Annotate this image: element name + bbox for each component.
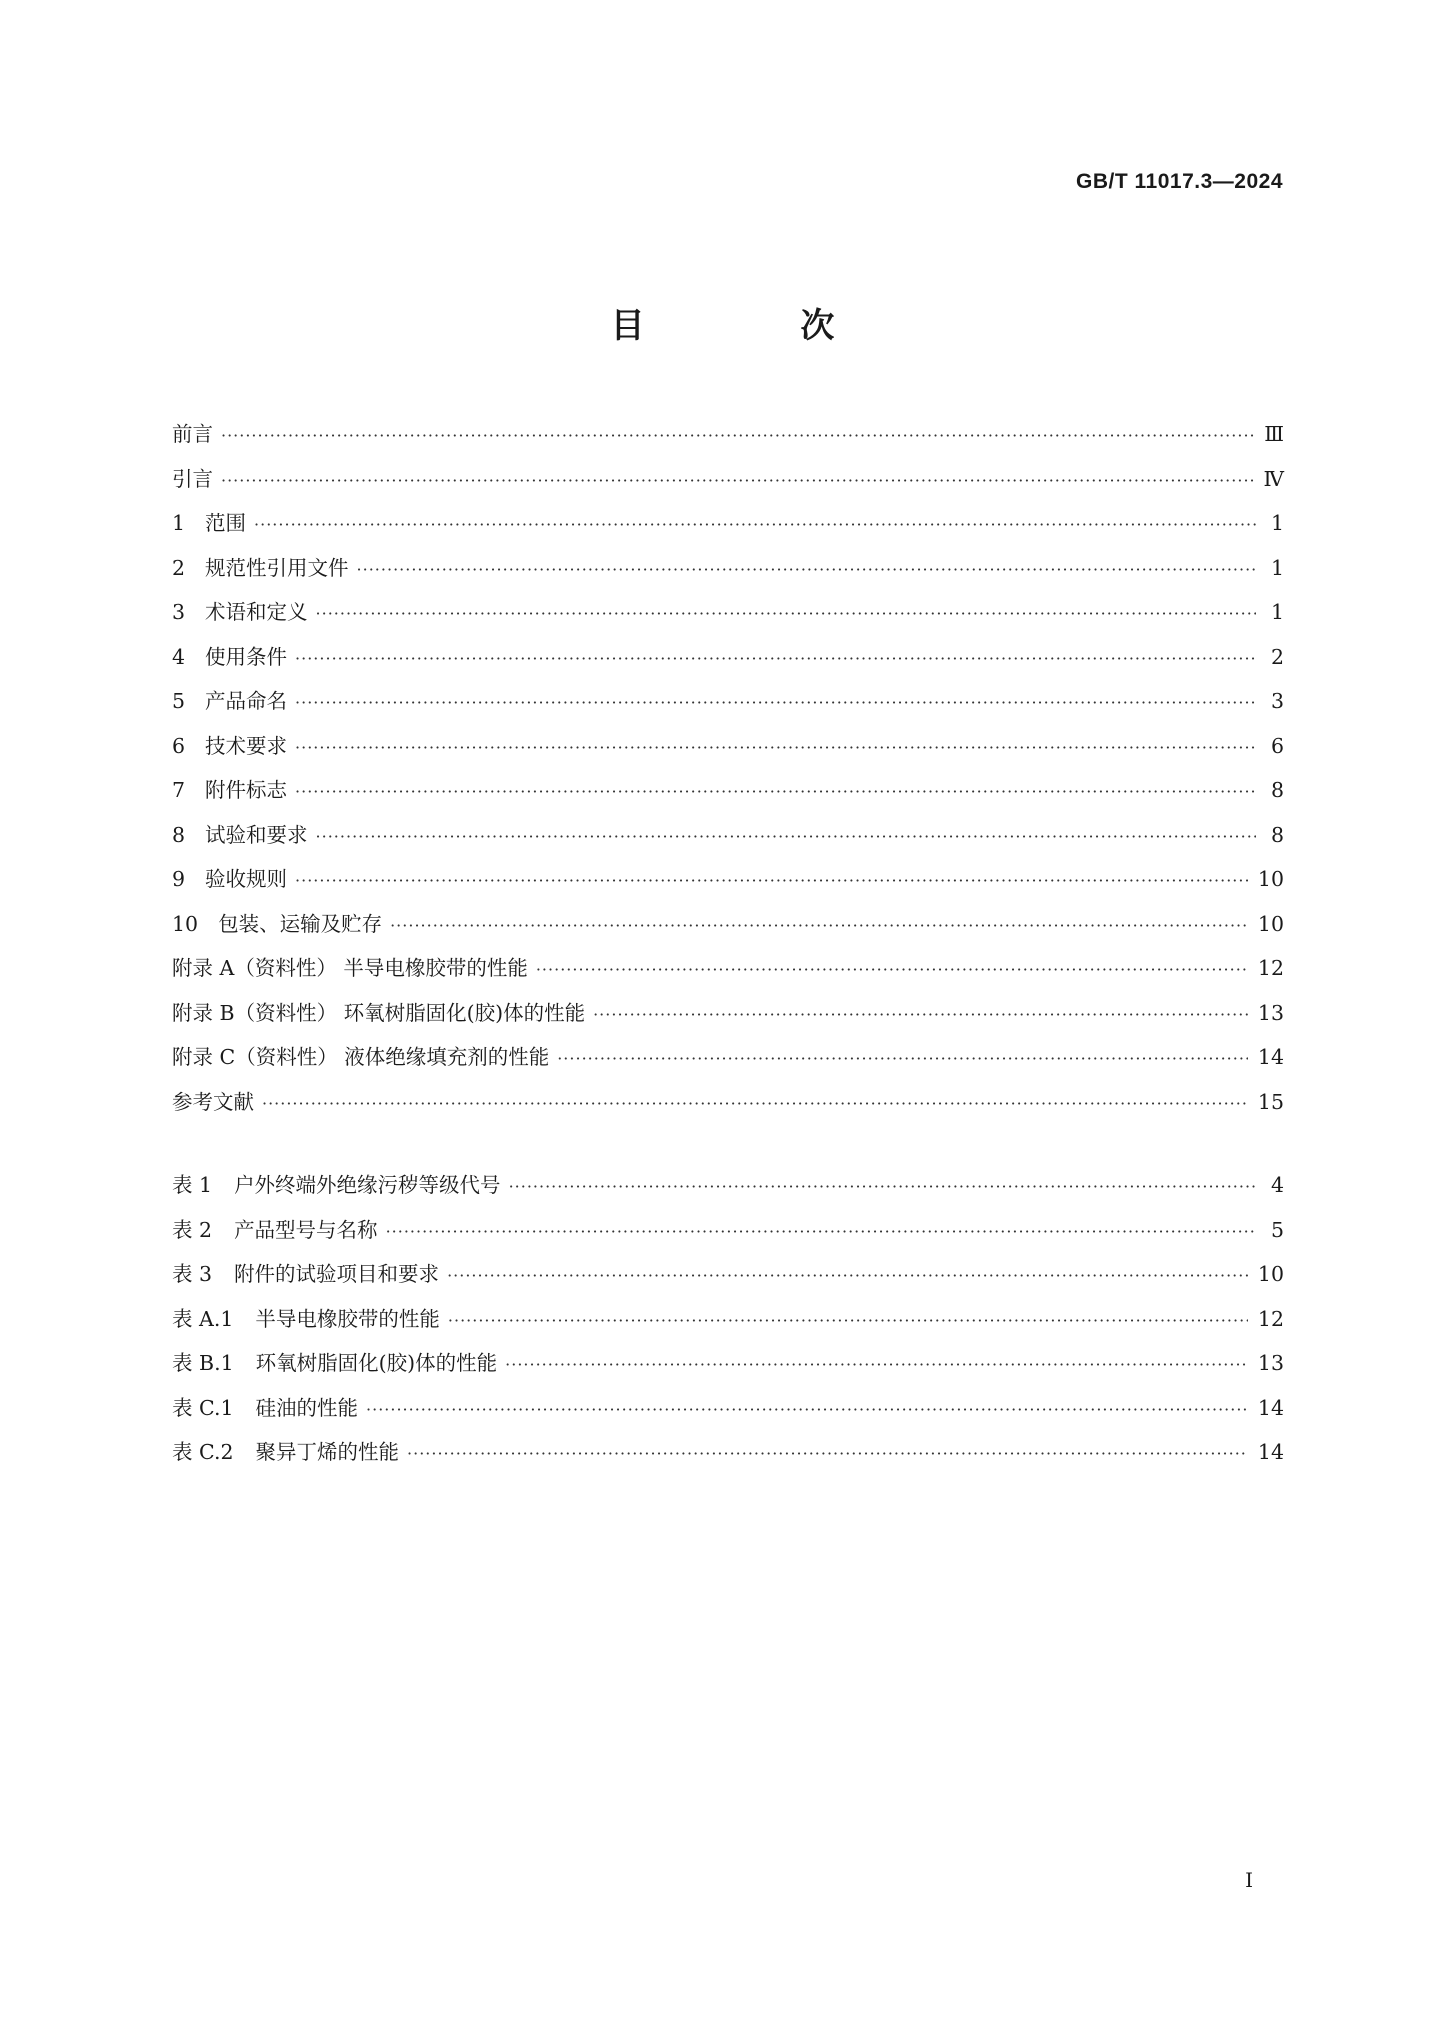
- dot-leader: [447, 1254, 1248, 1299]
- dot-leader: [357, 548, 1256, 593]
- toc-entry-number: 3: [172, 600, 186, 624]
- dot-leader: [386, 1210, 1256, 1255]
- page-number: I: [1245, 1868, 1253, 1892]
- toc-section-list: [172, 412, 1284, 1124]
- toc-entry-page: 13: [1257, 1351, 1284, 1375]
- toc-entry-label: [172, 1208, 378, 1253]
- toc-row[interactable]: [172, 590, 1284, 635]
- dot-leader: [295, 681, 1256, 726]
- toc-entry-page: Ⅳ: [1263, 466, 1284, 491]
- toc-entry-text: 产品型号与名称: [234, 1217, 378, 1242]
- toc-row[interactable]: [172, 412, 1284, 457]
- toc-entry-page: 10: [1257, 867, 1284, 891]
- toc-entry-label: [172, 813, 308, 858]
- toc-row[interactable]: [172, 724, 1284, 769]
- toc-table-row[interactable]: [172, 1163, 1284, 1208]
- dot-leader: [221, 459, 1254, 504]
- toc-row[interactable]: [172, 457, 1284, 502]
- toc-entry-number: 表 A.1: [172, 1306, 234, 1331]
- toc-entry-label: [172, 1341, 497, 1386]
- toc-entry-text: 前言: [172, 422, 213, 446]
- toc-row[interactable]: [172, 501, 1284, 546]
- toc-entry-page: 10: [1257, 911, 1284, 936]
- dot-leader: [593, 993, 1248, 1038]
- toc-table-list: [172, 1163, 1284, 1475]
- toc-entry-label: [172, 457, 213, 502]
- toc-entry-label: [172, 946, 528, 991]
- toc-table-row[interactable]: [172, 1252, 1284, 1297]
- toc-table-row[interactable]: [172, 1386, 1284, 1431]
- toc-entry-label: [172, 412, 213, 457]
- toc-entry-label: [172, 679, 287, 724]
- dot-leader: [295, 770, 1256, 815]
- toc-row[interactable]: [172, 813, 1284, 858]
- toc-entry-text: 范围: [205, 511, 247, 535]
- toc-row[interactable]: [172, 946, 1284, 991]
- toc-entry-text: 附件标志: [205, 778, 288, 802]
- toc-row[interactable]: [172, 679, 1284, 724]
- toc-entry-page: 8: [1270, 778, 1284, 802]
- toc-entry-text: 附录 C（资料性） 液体绝缘填充剂的性能: [172, 1045, 550, 1069]
- toc-table-row[interactable]: [172, 1430, 1284, 1475]
- toc-entry-label: [172, 991, 585, 1036]
- toc-entry-text: 包装、运输及贮存: [218, 911, 383, 936]
- dot-leader: [536, 948, 1248, 993]
- dot-leader: [366, 1388, 1248, 1433]
- toc-entry-page: 6: [1270, 733, 1284, 758]
- toc-row[interactable]: [172, 1035, 1284, 1080]
- toc-row[interactable]: [172, 991, 1284, 1036]
- toc-entry-text: 产品命名: [205, 689, 288, 713]
- dot-leader: [316, 815, 1256, 860]
- toc-entry-number: 10: [172, 911, 199, 936]
- toc-entry-page: 1: [1270, 600, 1284, 624]
- toc-entry-page: 12: [1257, 956, 1284, 980]
- toc-entry-number: 8: [172, 822, 186, 847]
- toc-entry-number: 表 1: [172, 1173, 213, 1197]
- toc-entry-page: 3: [1270, 689, 1284, 713]
- toc-entry-label: [172, 590, 308, 635]
- toc-entry-label: [172, 1386, 358, 1431]
- toc-entry-number: 7: [172, 778, 186, 802]
- toc-entry-page: 13: [1257, 1000, 1284, 1025]
- toc-entry-label: [172, 1163, 501, 1208]
- toc-entry-text: 使用条件: [205, 644, 288, 669]
- toc-row[interactable]: [172, 857, 1284, 902]
- toc-entry-number: 2: [172, 555, 186, 580]
- toc-entry-number: 表 2: [172, 1217, 213, 1242]
- toc-entry-number: 1: [172, 511, 186, 535]
- toc-entry-text: 附录 A（资料性） 半导电橡胶带的性能: [172, 956, 528, 980]
- dot-leader: [295, 637, 1256, 682]
- toc-entry-number: 5: [172, 689, 186, 713]
- toc-entry-number: 6: [172, 733, 186, 758]
- toc-entry-label: [172, 857, 287, 902]
- toc-entry-page: 2: [1270, 644, 1284, 669]
- toc-entry-number: 9: [172, 867, 186, 891]
- dot-leader: [448, 1299, 1248, 1344]
- toc-entry-label: [172, 724, 287, 769]
- toc-entry-label: [172, 1252, 439, 1297]
- toc-entry-label: [172, 902, 382, 947]
- toc-entry-page: 14: [1257, 1395, 1284, 1420]
- dot-leader: [221, 414, 1254, 459]
- toc-entry-page: 4: [1270, 1173, 1284, 1197]
- toc-row[interactable]: [172, 902, 1284, 947]
- toc-entry-number: 表 B.1: [172, 1351, 234, 1375]
- toc-entry-label: [172, 501, 246, 546]
- toc-entry-page: 1: [1270, 511, 1284, 535]
- dot-leader: [295, 859, 1248, 904]
- toc-entry-text: 硅油的性能: [255, 1395, 359, 1420]
- toc-entry-text: 参考文献: [172, 1089, 254, 1114]
- toc-entry-label: [172, 1297, 440, 1342]
- dot-leader: [262, 1082, 1248, 1127]
- toc-entry-text: 附件的试验项目和要求: [234, 1262, 440, 1286]
- toc-entry-text: 聚异丁烯的性能: [255, 1440, 400, 1464]
- toc-entry-label: [172, 1080, 254, 1125]
- dot-leader: [254, 503, 1256, 548]
- toc-entry-page: 1: [1270, 555, 1284, 580]
- toc-entry-label: [172, 768, 287, 813]
- toc-entry-page: Ⅲ: [1264, 422, 1284, 446]
- dot-leader: [295, 726, 1256, 771]
- toc-entry-text: 引言: [172, 466, 213, 491]
- toc-entry-page: 8: [1270, 822, 1284, 847]
- toc-row[interactable]: [172, 1080, 1284, 1125]
- toc-table-row[interactable]: [172, 1297, 1284, 1342]
- toc-entry-page: 14: [1257, 1045, 1284, 1069]
- page-title: 目 次: [610, 306, 907, 346]
- toc-entry-number: 表 3: [172, 1262, 213, 1286]
- toc-row[interactable]: [172, 635, 1284, 680]
- dot-leader: [407, 1432, 1248, 1477]
- toc-row[interactable]: [172, 546, 1284, 591]
- toc-entry-text: 规范性引用文件: [205, 555, 349, 580]
- dot-leader: [509, 1165, 1256, 1210]
- toc-entry-page: 14: [1257, 1440, 1284, 1464]
- toc-entry-text: 环氧树脂固化(胶)体的性能: [255, 1351, 498, 1375]
- standard-number: GB/T 11017.3—2024: [1076, 170, 1283, 193]
- dot-leader: [505, 1343, 1248, 1388]
- toc-entry-page: 12: [1257, 1306, 1284, 1331]
- toc-row[interactable]: [172, 768, 1284, 813]
- toc-entry-page: 10: [1257, 1262, 1284, 1286]
- toc-entry-page: 15: [1257, 1089, 1284, 1114]
- toc-entry-text: 户外终端外绝缘污秽等级代号: [234, 1173, 501, 1197]
- toc-entry-text: 试验和要求: [205, 822, 308, 847]
- dot-leader: [390, 904, 1248, 949]
- toc-table-row[interactable]: [172, 1341, 1284, 1386]
- dot-leader: [557, 1037, 1248, 1082]
- toc-entry-label: [172, 635, 287, 680]
- dot-leader: [316, 592, 1256, 637]
- toc-entry-number: 表 C.1: [172, 1395, 234, 1420]
- toc-entry-text: 技术要求: [205, 733, 288, 758]
- toc-entry-text: 术语和定义: [205, 600, 308, 624]
- toc-entry-label: [172, 1035, 549, 1080]
- toc-entry-text: 附录 B（资料性） 环氧树脂固化(胶)体的性能: [172, 1000, 586, 1025]
- toc-entry-label: [172, 1430, 399, 1475]
- toc-entry-number: 4: [172, 644, 186, 669]
- toc-entry-text: 半导电橡胶带的性能: [255, 1306, 440, 1331]
- toc-entry-page: 5: [1270, 1217, 1284, 1242]
- toc-entry-label: [172, 546, 349, 591]
- toc-entry-number: 表 C.2: [172, 1440, 234, 1464]
- toc-table-row[interactable]: [172, 1208, 1284, 1253]
- toc-entry-text: 验收规则: [205, 867, 288, 891]
